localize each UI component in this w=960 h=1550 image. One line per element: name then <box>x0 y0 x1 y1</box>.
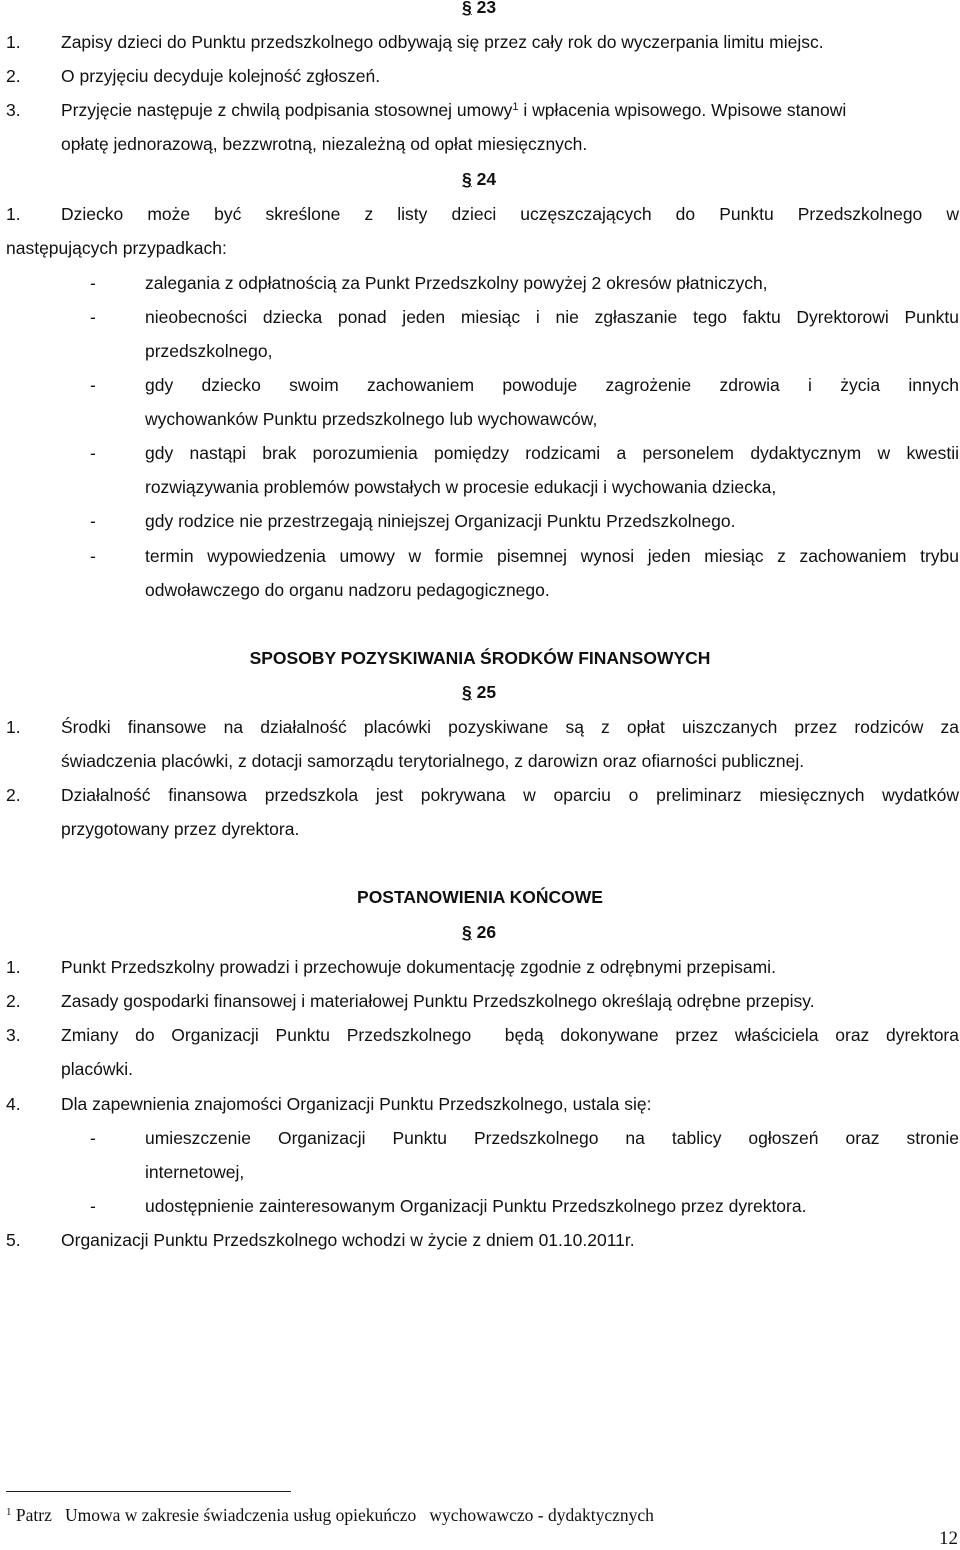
footnote-separator <box>6 1491 291 1492</box>
bullet-dash: - <box>90 443 96 463</box>
item-text: Środki finansowe na działalność placówki pozyskiwane są z opłat uiszczanych przez rodziców za <box>61 717 959 737</box>
item-text: Dziecko może być skreślone z listy dzieci uczęszczających do Punktu Przedszkolnego w <box>61 204 959 224</box>
bullet-dash: - <box>90 307 96 327</box>
item-number: 2. <box>6 785 21 805</box>
bullet-text: odwoławczego do organu nadzoru pedagogicznego. <box>145 580 550 600</box>
item-number: 1. <box>6 957 21 977</box>
footnote-reference[interactable]: 1 <box>512 101 519 113</box>
bullet-dash: - <box>90 1128 96 1148</box>
bullet-text: nieobecności dziecka ponad jeden miesiąc i nie zgłaszanie tego faktu Dyrektorowi Punktu <box>145 307 959 327</box>
item-text: świadczenia placówki, z dotacji samorządu terytorialnego, z darowizn oraz ofiarności publicznej. <box>61 751 805 771</box>
footnote-text: Patrz Umowa w zakresie świadczenia usług opiekuńczo wychowawczo - dydaktycznych <box>11 1505 654 1525</box>
bullet-text: wychowanków Punktu przedszkolnego lub wychowawców, <box>145 409 598 429</box>
item-text-part: Przyjęcie następuje z chwilą podpisania stosownej umowy <box>61 100 513 120</box>
bullet-dash: - <box>90 511 96 531</box>
paragraph-23-heading <box>462 0 496 18</box>
paragraph-24-heading <box>462 168 496 190</box>
section-sign: § <box>462 682 472 702</box>
item-number: 4. <box>6 1094 21 1114</box>
item-text: Punkt Przedszkolny prowadzi i przechowuje dokumentację zgodnie z odrębnymi przepisami. <box>61 957 776 977</box>
item-text: Dla zapewnienia znajomości Organizacji Punktu Przedszkolnego, ustala się: <box>61 1094 652 1114</box>
bullet-text: internetowej, <box>145 1162 245 1182</box>
item-text <box>61 99 846 121</box>
bullet-text: gdy rodzice nie przestrzegają niniejszej Organizacji Punktu Przedszkolnego. <box>145 511 736 531</box>
item-text: opłatę jednorazową, bezzwrotną, niezależną od opłat miesięcznych. <box>61 134 588 154</box>
bullet-dash: - <box>90 546 96 566</box>
bullet-text: umieszczenie Organizacji Punktu Przedszkolnego na tablicy ogłoszeń oraz stronie <box>145 1128 959 1148</box>
item-number: 1. <box>6 32 21 52</box>
paragraph-26-heading <box>462 921 496 943</box>
bullet-text: udostępnienie zainteresowanym Organizacji Punktu Przedszkolnego przez dyrektora. <box>145 1196 807 1216</box>
item-text: Zapisy dzieci do Punktu przedszkolnego odbywają się przez cały rok do wyczerpania limitu miejsc. <box>61 32 824 52</box>
paragraph-25-heading <box>462 681 496 703</box>
bullet-text: przedszkolnego, <box>145 341 273 361</box>
footnote-mark: 1 <box>6 1506 12 1518</box>
item-text: Organizacji Punktu Przedszkolnego wchodzi w życie z dniem 01.10.2011r. <box>61 1230 635 1250</box>
item-text: Działalność finansowa przedszkola jest pokrywana w oparciu o preliminarz miesięcznych wydatków <box>61 785 959 805</box>
item-text-part: i wpłacenia wpisowego. Wpisowe stanowi <box>518 100 847 120</box>
item-number: 3. <box>6 1025 21 1045</box>
item-number: 2. <box>6 66 21 86</box>
item-text: przygotowany przez dyrektora. <box>61 819 300 839</box>
item-number: 1. <box>6 204 21 224</box>
section-sign: § <box>462 0 472 17</box>
bullet-text: gdy dziecko swoim zachowaniem powoduje zagrożenie zdrowia i życia innych <box>145 375 959 395</box>
page-number: 12 <box>939 1528 958 1549</box>
footnote <box>6 1504 654 1526</box>
item-number: 1. <box>6 717 21 737</box>
section-title: SPOSOBY POZYSKIWANIA ŚRODKÓW FINANSOWYCH <box>249 648 711 668</box>
paragraph-number: 25 <box>476 682 497 702</box>
item-text: placówki. <box>61 1059 133 1079</box>
item-text: następujących przypadkach: <box>6 238 227 258</box>
item-text: Zmiany do Organizacji Punktu Przedszkolnego będą dokonywane przez właściciela oraz dyrektora <box>61 1025 959 1045</box>
section-sign: § <box>462 922 472 942</box>
paragraph-number: 26 <box>476 922 497 942</box>
bullet-text: zalegania z odpłatnością za Punkt Przedszkolny powyżej 2 okresów płatniczych, <box>145 273 768 293</box>
item-text: O przyjęciu decyduje kolejność zgłoszeń. <box>61 66 381 86</box>
item-text: Zasady gospodarki finansowej i materiałowej Punktu Przedszkolnego określają odrębne przepisy. <box>61 991 815 1011</box>
bullet-text: gdy nastąpi brak porozumienia pomiędzy rodzicami a personelem dydaktycznym w kwestii <box>145 443 959 463</box>
item-number: 2. <box>6 991 21 1011</box>
section-sign: § <box>462 169 472 189</box>
bullet-dash: - <box>90 375 96 395</box>
paragraph-number: 24 <box>476 169 497 189</box>
paragraph-number: 23 <box>476 0 497 17</box>
bullet-text: rozwiązywania problemów powstałych w procesie edukacji i wychowania dziecka, <box>145 477 777 497</box>
bullet-dash: - <box>90 273 96 293</box>
bullet-text: termin wypowiedzenia umowy w formie pisemnej wynosi jeden miesiąc z zachowaniem trybu <box>145 546 959 566</box>
item-number: 3. <box>6 100 21 120</box>
bullet-dash: - <box>90 1196 96 1216</box>
section-title: POSTANOWIENIA KOŃCOWE <box>357 887 603 907</box>
item-number: 5. <box>6 1230 21 1250</box>
